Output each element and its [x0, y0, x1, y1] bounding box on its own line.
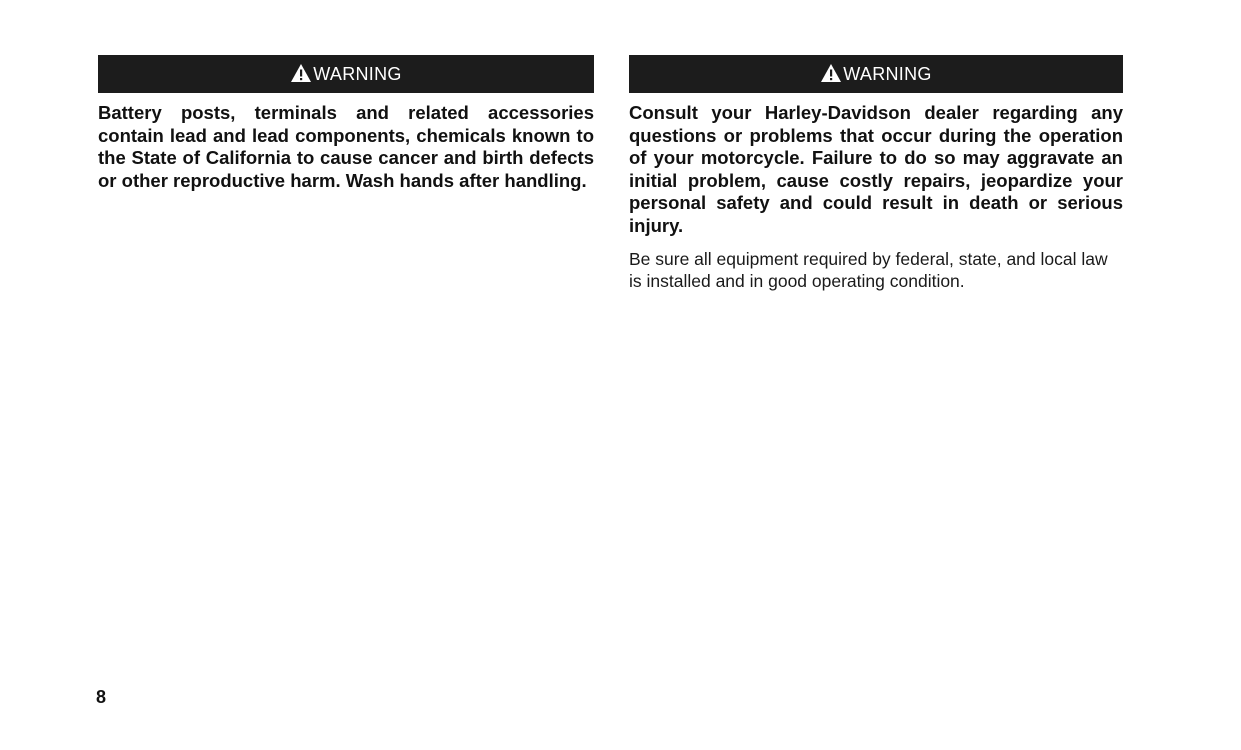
- warning-message: Battery posts, terminals and related accessories contain lead and lead components, chemicals known to the State of California to cause cancer and birth defects or other reproductive harm. Wash hands after handling.: [98, 102, 594, 191]
- warning-triangle-icon: [820, 63, 842, 83]
- warning-message: Consult your Harley-Davidson dealer regarding any questions or problems that occur during the operation of your motorcycle. Failure to do so may aggravate an initial problem, cause costly repairs, jeopardize your personal safety and could result in death or serious injury.: [629, 102, 1123, 236]
- right-warning-section: [629, 55, 1123, 292]
- equipment-note: Be sure all equipment required by federal, state, and local law is installed and in good operating condition.: [629, 249, 1108, 291]
- page-number: 8: [96, 687, 107, 707]
- warning-label: WARNING: [313, 63, 402, 84]
- warning-header: [629, 55, 1123, 93]
- warning-triangle-icon: [290, 63, 312, 83]
- left-warning-section: [98, 55, 594, 192]
- warning-header: [98, 55, 594, 93]
- warning-label: WARNING: [843, 63, 932, 84]
